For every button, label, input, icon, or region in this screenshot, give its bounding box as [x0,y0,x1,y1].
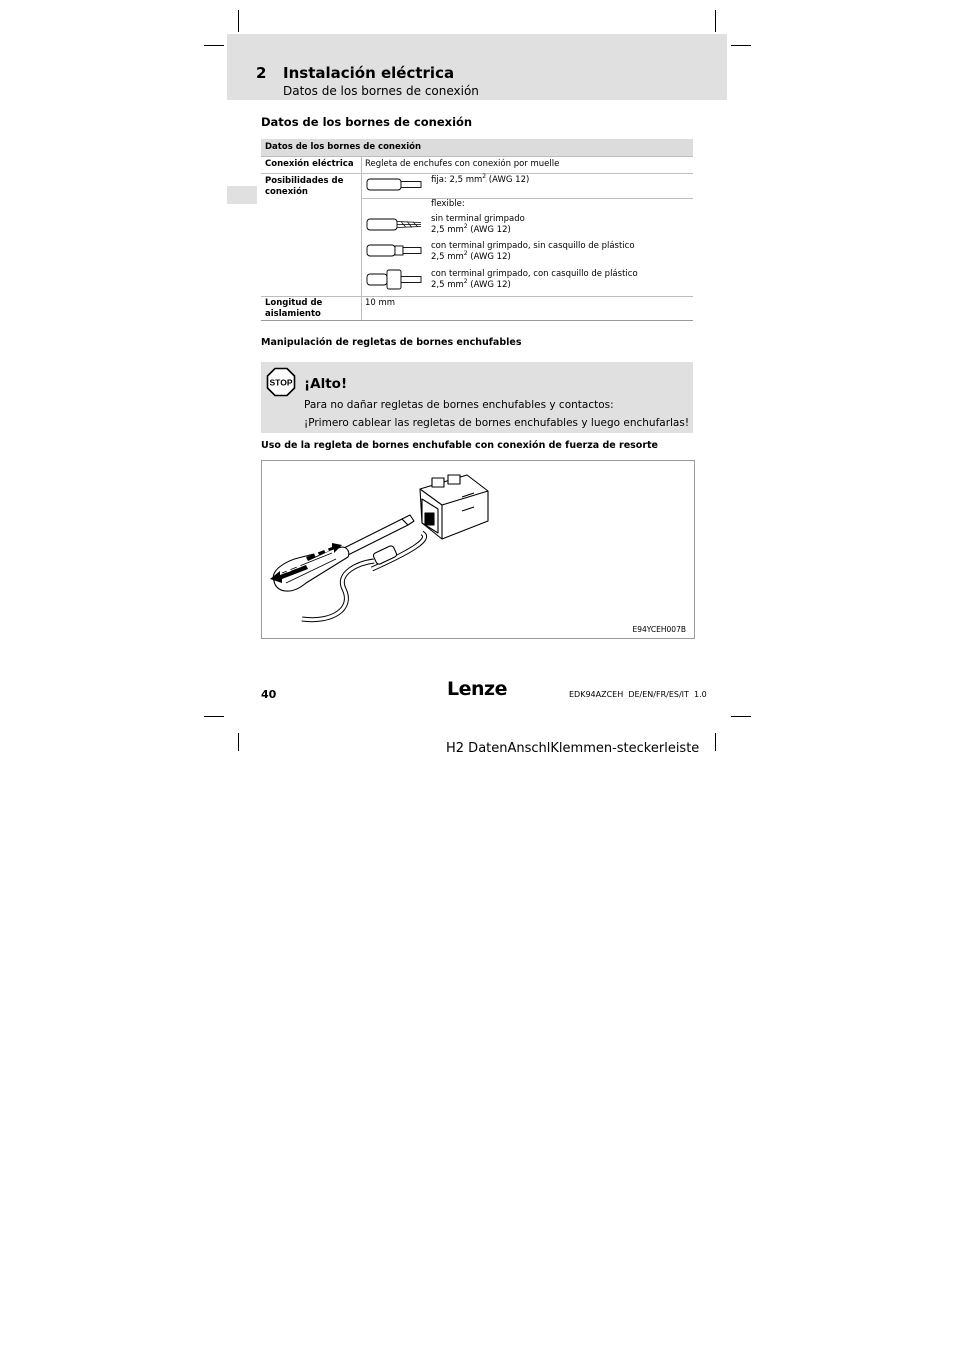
chapter-title: Instalación eléctrica [283,64,455,82]
stop-alert-box [261,362,693,433]
screwdriver-terminal-illustration [262,461,694,638]
row-length-value: 10 mm [365,298,396,308]
alert-message-2: ¡Primero cablear las regletas de bornes enchufables y luego enchufarlas! [304,417,690,429]
flexible-label: flexible: [431,199,465,209]
row-electrical-label: Conexión eléctrica [265,159,354,169]
section-title: Datos de los bornes de conexión [261,115,473,129]
wire-ferrule-collar-icon [364,268,424,292]
wire-bare-strands-icon [364,215,424,235]
table-rule [261,320,693,321]
crop-mark [715,10,716,32]
chapter-subtitle: Datos de los bornes de conexión [283,84,479,98]
crop-mark [731,716,751,717]
usage-title: Uso de la regleta de bornes enchufable con conexión de fuerza de resorte [261,440,658,451]
table-divider [361,156,362,320]
crop-mark [204,716,224,717]
stop-sign-text: STOP [269,377,293,388]
alert-message-1: Para no dañar regletas de bornes enchufables y contactos: [304,399,614,411]
flex-option-2: con terminal grimpado, sin casquillo de plástico 2,5 $mm^2$ (AWG 12) [431,241,635,262]
brand-logo: Lenze [447,678,507,700]
fixed-wire-spec: fija: 2,5 $mm^2$ (AWG 12) [431,173,530,185]
crop-mark [731,45,751,46]
crop-mark [238,10,239,32]
wire-ferrule-icon [364,241,424,261]
figure-code: E94YCEH007B [632,625,686,634]
crop-mark [715,733,716,751]
crop-mark [204,45,224,46]
side-tab-marker [227,186,257,204]
table-title: Datos de los bornes de conexión [265,142,422,152]
stop-sign-icon [266,367,296,397]
alert-title: ¡Alto! [304,376,348,392]
table-rule [261,156,693,157]
table-rule [261,296,693,297]
chapter-number: 2 [256,64,267,82]
footer-note: H2 DatenAnschlKlemmen-steckerleiste [446,741,700,756]
row-electrical-value: Regleta de enchufes con conexión por muelle [365,159,560,169]
flex-option-1: sin terminal grimpado 2,5 $mm^2$ (AWG 12) [431,214,525,235]
spring-terminal-figure [261,460,695,639]
table-rule [261,173,693,174]
row-length-label: Longitud de aislamiento [265,298,323,319]
document-code: EDK94AZCEH DE/EN/FR/ES/IT 1.0 [569,690,707,699]
wire-fixed-icon [364,175,424,195]
page-number: 40 [261,688,277,701]
crop-mark [238,733,239,751]
flex-option-3: con terminal grimpado, con casquillo de plástico 2,5 $mm^2$ (AWG 12) [431,269,638,290]
handling-title: Manipulación de regletas de bornes enchufables [261,337,522,348]
table-header [261,139,693,156]
table-rule [361,198,693,199]
row-possibilities-label: Posibilidades de conexión [265,176,344,197]
